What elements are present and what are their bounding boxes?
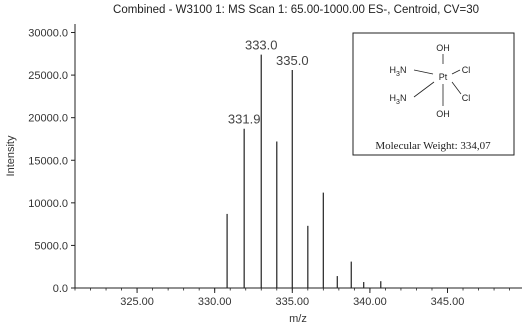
atom-pt: Pt xyxy=(438,72,448,82)
x-tick-label: 335.00 xyxy=(275,296,310,308)
atom-h3n-bottom: $H_3N$ xyxy=(389,93,407,106)
y-tick-label: 5000.0 xyxy=(34,240,68,253)
chart-title: Combined - W3100 1: MS Scan 1: 65.00-1000.00 ES-, Centroid, CV=30 xyxy=(113,4,479,16)
x-axis-ticks xyxy=(75,288,510,308)
x-tick-label: 325.00 xyxy=(120,296,154,308)
structure-inset xyxy=(353,33,514,155)
y-axis-label: Intensity xyxy=(5,135,17,177)
atom-h3n-top: $H_3N$ xyxy=(389,65,407,78)
atom-cl-bottom: Cl xyxy=(461,93,471,103)
x-tick-label: 340.00 xyxy=(353,296,387,308)
y-tick-label: 30000.0 xyxy=(28,27,68,40)
atom-oh-bottom: OH xyxy=(436,109,450,119)
peak-label: 335.0 xyxy=(276,52,309,68)
atom-cl-top: Cl xyxy=(461,65,471,75)
peak-labels xyxy=(228,38,309,127)
peak-label: 333.0 xyxy=(244,37,278,53)
atom-oh-top: OH xyxy=(436,43,450,53)
x-tick-label: 330.00 xyxy=(197,296,232,308)
y-tick-label: 25000.0 xyxy=(28,70,68,83)
y-tick-label: 10000.0 xyxy=(28,197,68,210)
y-tick-label: 0.0 xyxy=(52,283,68,295)
x-tick-label: 345.00 xyxy=(430,296,465,308)
x-axis-label: m/z xyxy=(289,313,307,325)
y-tick-label: 20000.0 xyxy=(28,112,68,125)
y-tick-label: 15000.0 xyxy=(28,155,68,168)
structure-inset-frame xyxy=(353,33,514,155)
molecular-weight-caption: Molecular Weight: 334,07 xyxy=(375,140,491,152)
peak-label: 331.9 xyxy=(227,111,261,127)
y-axis-ticks xyxy=(28,28,75,295)
